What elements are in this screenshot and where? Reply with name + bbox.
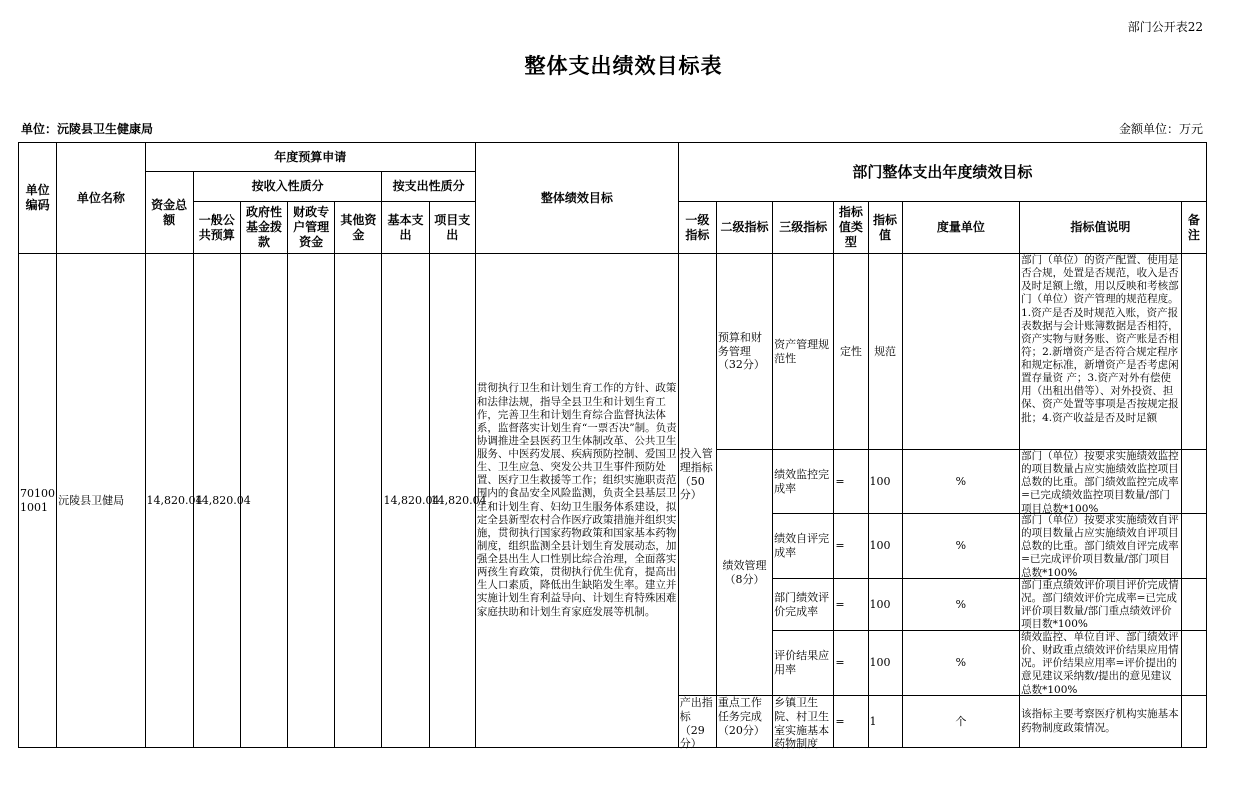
header-gov-fund: 政府性基金拨款 (240, 202, 287, 254)
cell-value-desc: 该指标主要考察医疗机构实施基本药物制度政策情况。 (1020, 696, 1182, 748)
level1-output-text: 产出指标（29分） (679, 696, 713, 751)
cell-total: 14,820.04 (145, 254, 193, 748)
cell-value-desc (1020, 579, 1182, 631)
cell-unit-name: 沅陵县卫健局 (57, 254, 145, 748)
cell-level3: 评价结果应用率 (773, 631, 834, 696)
header-by-expense: 按支出性质分 (382, 172, 475, 202)
cell-level1-output (678, 696, 716, 751)
cell-level3: 绩效自评完成率 (773, 514, 834, 579)
cell-level3: 绩效监控完成率 (773, 450, 834, 514)
cell-value-type: = (834, 579, 868, 631)
header-basic-expense: 基本支出 (382, 202, 429, 254)
cell-value: 规范 (868, 254, 902, 450)
header-level3: 三级指标 (773, 202, 834, 254)
desc-text: 部门重点绩效评价项目评价完成情况。部门绩效评价完成率=已完成评价项目数量/部门重点绩效评价项目数*100% (1021, 579, 1179, 631)
cell-measure-unit: % (902, 514, 1019, 579)
cell-remark (1181, 631, 1206, 696)
table-row (19, 254, 1207, 450)
header-total-funds: 资金总额 (145, 172, 193, 254)
header-measure-unit: 度量单位 (902, 202, 1019, 254)
unit-label: 单位：沅陵县卫生健康局 (21, 122, 154, 136)
cell-unit-code: 70100 1001 (19, 254, 57, 748)
cell-measure-unit: % (902, 450, 1019, 514)
level3-text: 乡镇卫生院、村卫生室实施基本药物制度 (774, 696, 830, 751)
cell-value-desc (1020, 631, 1182, 696)
cell-value-desc (1020, 514, 1182, 579)
cell-remark (1181, 514, 1206, 579)
cell-level1-input: 投入管理指标（50分） (678, 254, 716, 696)
header-general-budget: 一般公共预算 (193, 202, 240, 254)
cell-level2-budget: 预算和财务管理（32分） (716, 254, 772, 450)
cell-level2-perf: 绩效管理（8分） (716, 450, 772, 696)
cell-value: 100 (868, 579, 902, 631)
cell-level3 (773, 696, 834, 751)
header-value-type: 指标值类型 (834, 202, 868, 254)
cell-measure-unit: 个 (902, 696, 1019, 748)
cell-project-expense: 14,820.04 (429, 254, 475, 748)
cell-value-desc (1020, 450, 1182, 514)
cell-general-budget: 14,820.04 (193, 254, 240, 748)
cell-value-type: = (834, 514, 868, 579)
desc-text: 部门（单位）的资产配置、使用是否合规，处置是否规范，收入是否及时足额上缴，用以反映和考核部门（单位）资产管理的规范程度。1.资产是否及时规范入账，资产报表数据与会计账簿数据是否相符，资产实物与财务账、资产账是否相符；2.新增资产是否符合规定程序和规定标准，新增资产是否考虑闲置存量资 产；3.资产对外有偿使用（出租出借等）、对外投资、担保、资产处置等事项是否按规定报批；4.资产收益是否及时足额 (1021, 254, 1179, 424)
header-value-desc: 指标值说明 (1020, 202, 1182, 254)
cell-value: 100 (868, 514, 902, 579)
cell-basic-expense: 14,820.04 (382, 254, 429, 748)
header-fiscal-account: 财政专户管理资金 (288, 202, 335, 254)
cell-fiscal-account (288, 254, 335, 748)
cell-value-desc (1020, 254, 1182, 450)
header-unit-code: 单位编码 (19, 143, 57, 254)
header-overall-goal: 整体绩效目标 (475, 143, 678, 254)
cell-other-funds (335, 254, 382, 748)
header-level1: 一级指标 (678, 202, 716, 254)
cell-measure-unit: % (902, 631, 1019, 696)
cell-value: 100 (868, 450, 902, 514)
desc-text: 绩效监控、单位自评、部门绩效评价、财政重点绩效评价结果应用情况。评价结果应用率=评价提出的意见建议采纳数/提出的意见建议总数*100% (1021, 631, 1179, 696)
money-unit-label: 金额单位：万元 (1118, 122, 1203, 136)
level2-key-task-text: 重点工作任务完成（20分） (717, 696, 765, 737)
desc-text: 部门（单位）按要求实施绩效监控的项目数量占应实施绩效监控项目总数的比重。部门绩效监控完成率=已完成绩效监控项目数量/部门项目总数*100% (1021, 450, 1179, 515)
header-by-income: 按收入性质分 (193, 172, 382, 202)
cell-measure-unit (902, 254, 1019, 450)
cell-value-type: 定性 (834, 254, 868, 450)
cell-value-type: = (834, 696, 868, 748)
header-project-expense: 项目支出 (429, 202, 475, 254)
cell-value: 100 (868, 631, 902, 696)
cell-remark (1181, 254, 1206, 450)
header-value: 指标值 (868, 202, 902, 254)
cell-value: 1 (868, 696, 902, 748)
form-number: 部门公开表22 (1127, 20, 1203, 34)
header-level2: 二级指标 (716, 202, 772, 254)
page-title: 整体支出绩效目标表 (524, 54, 723, 78)
cell-overall-goal: 贯彻执行卫生和计划生育工作的方针、政策和法律法规，指导全县卫生和计划生育工作，完善卫生和计划生育综合监督执法体系，监督落实计划生育“一票否决”制。负责协调推进全县医药卫生体制改革、公共卫生服务、中医药发展、疾病预防控制、爱国卫生、卫生应急、突发公共卫生事件预防处置、医疗卫生救援等工作；组织实施职责范围内的食品安全风险监测，负责全县基层卫生和计划生育、妇幼卫生服务体系建设，拟定全县新型农村合作医疗政策措施并组织实施，贯彻执行国家药物政策和国家基本药物制度，组织监测全县计划生育发展动态，加强全县出生人口性别比综合治理，全面落实两孩生育政策，贯彻执行优生优育，提高出生人口素质，降低出生缺陷发生率。建立并实施计划生育利益导向、计划生育特殊困难家庭扶助和计划生育家庭发展等机制。 (475, 254, 678, 748)
header-unit-name: 单位名称 (57, 143, 145, 254)
cell-value-type: = (834, 631, 868, 696)
cell-remark (1181, 696, 1206, 748)
header-other-funds: 其他资金 (335, 202, 382, 254)
cell-remark (1181, 450, 1206, 514)
cell-level3: 资产管理规范性 (773, 254, 834, 450)
cell-level3: 部门绩效评价完成率 (773, 579, 834, 631)
cell-measure-unit: % (902, 579, 1019, 631)
header-remark: 备注 (1181, 202, 1206, 254)
header-dept-goal: 部门整体支出年度绩效目标 (678, 143, 1206, 202)
desc-text: 部门（单位）按要求实施绩效自评的项目数量占应实施绩效自评项目总数的比重。部门绩效自评完成率=已完成评价项目数量/部门项目总数*100% (1021, 514, 1179, 579)
header-annual-budget: 年度预算申请 (145, 143, 475, 172)
cell-remark (1181, 579, 1206, 631)
cell-level2-key-task (716, 696, 772, 748)
performance-goal-table (18, 142, 1207, 751)
cell-value-type: = (834, 450, 868, 514)
